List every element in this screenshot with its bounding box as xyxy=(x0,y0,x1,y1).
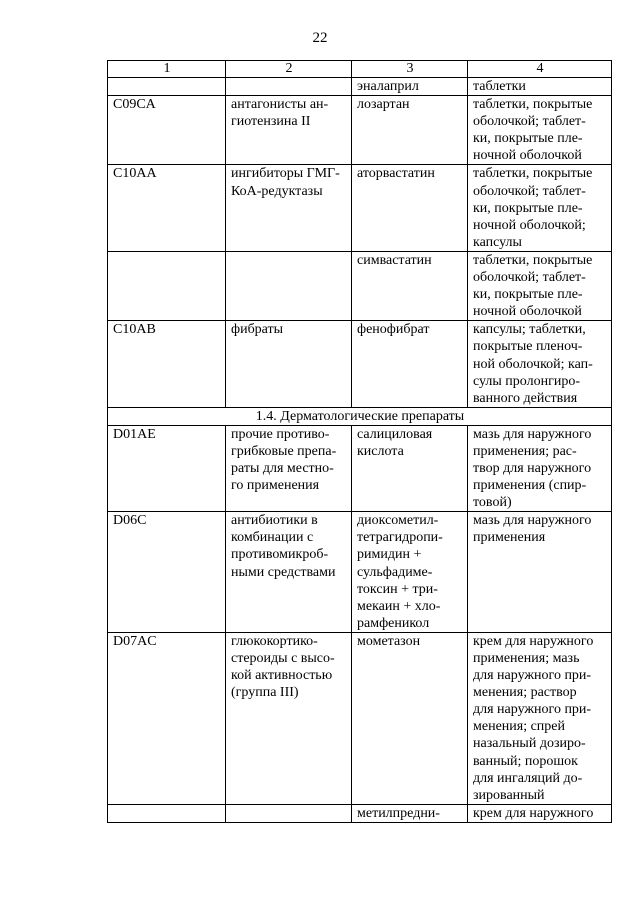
form-cell-line: зированный xyxy=(473,787,545,803)
column-header: 1 xyxy=(108,61,226,78)
section-heading: 1.4. Дерматологические препараты xyxy=(108,407,612,425)
table-row xyxy=(108,425,612,511)
drug-cell xyxy=(352,321,468,407)
table-row xyxy=(108,804,612,822)
form-cell-line: ки, покрытые пле- xyxy=(473,200,583,216)
drug-cell xyxy=(352,78,468,96)
group-cell xyxy=(226,96,352,165)
table-row xyxy=(108,512,612,633)
form-cell-line: оболочкой; таблет- xyxy=(473,270,586,286)
group-cell-line: КоА-редуктазы xyxy=(231,183,323,199)
column-header: 4 xyxy=(468,61,612,78)
group-cell-line: ингибиторы ГМГ- xyxy=(231,166,340,182)
group-cell xyxy=(226,632,352,804)
group-cell-line: кой активностью xyxy=(231,668,333,684)
group-cell-line: ными средствами xyxy=(231,564,336,580)
form-cell-line: таблетки xyxy=(473,79,526,94)
group-cell-line: го применения xyxy=(231,478,320,494)
form-cell-line: ванный; порошок xyxy=(473,753,578,769)
column-header: 2 xyxy=(226,61,352,78)
column-header: 3 xyxy=(352,61,468,78)
form-cell-line: для наружного при- xyxy=(473,668,592,684)
form-cell-line: мазь для наружного xyxy=(473,426,592,442)
atc-code-cell: D07AC xyxy=(108,632,226,804)
drug-table xyxy=(107,60,612,823)
form-cell-line: капсулы xyxy=(473,234,522,250)
drug-cell xyxy=(352,165,468,251)
form-cell-line: назальный дозиро- xyxy=(473,736,586,752)
table-header-row xyxy=(108,61,612,78)
atc-code-cell: D01AE xyxy=(108,425,226,511)
drug-cell-line: римидин + xyxy=(357,547,422,563)
drug-cell-line: мекаин + хло- xyxy=(357,598,441,614)
atc-code-cell: C09CA xyxy=(108,96,226,165)
drug-cell xyxy=(352,632,468,804)
drug-cell xyxy=(352,425,468,511)
group-cell-line: грибковые препа- xyxy=(231,443,337,459)
form-cell-line: таблетки, покрытые xyxy=(473,166,593,182)
form-cell-line: крем для наружного xyxy=(473,633,594,649)
drug-cell-line: аторвастатин xyxy=(357,166,435,182)
form-cell-line: крем для наружного xyxy=(473,805,594,821)
drug-cell-line: кислота xyxy=(357,443,404,459)
group-cell-line: фибраты xyxy=(231,322,284,338)
form-cell-line: менения; спрей xyxy=(473,719,566,735)
form-cell-line: товой) xyxy=(473,495,512,511)
form-cell-line: для наружного при- xyxy=(473,702,592,718)
form-cell-line: применения (спир- xyxy=(473,478,587,494)
form-cell-line: ной оболочкой; кап- xyxy=(473,356,593,372)
form-cell xyxy=(468,632,612,804)
group-cell-line: гиотензина II xyxy=(231,114,311,130)
form-cell-line: ки, покрытые пле- xyxy=(473,131,583,147)
form-cell-line: оболочкой; таблет- xyxy=(473,114,586,130)
group-cell-line: противомикроб- xyxy=(231,547,329,563)
atc-code-cell xyxy=(108,804,226,822)
form-cell xyxy=(468,804,612,822)
drug-cell-line: мометазон xyxy=(357,633,421,649)
form-cell-line: ночной оболочкой; xyxy=(473,217,586,233)
form-cell-line: мазь для наружного xyxy=(473,513,592,529)
group-cell-line: глюкокортико- xyxy=(231,633,318,649)
form-cell-line: ночной оболочкой xyxy=(473,148,582,164)
drug-cell xyxy=(352,96,468,165)
form-cell-line: для ингаляций до- xyxy=(473,770,583,786)
form-cell-line: применения xyxy=(473,530,546,546)
drug-cell-line: рамфеникол xyxy=(357,615,430,631)
atc-code-cell xyxy=(108,251,226,320)
form-cell-line: сулы пролонгиро- xyxy=(473,373,580,389)
group-cell-line: антагонисты ан- xyxy=(231,97,329,113)
form-cell-line: менения; раствор xyxy=(473,685,577,701)
drug-cell-line: тетрагидропи- xyxy=(357,530,443,546)
group-cell xyxy=(226,165,352,251)
form-cell xyxy=(468,321,612,407)
drug-cell-line: токсин + три- xyxy=(357,581,438,597)
drug-cell xyxy=(352,512,468,633)
form-cell-line: применения; мазь xyxy=(473,651,580,666)
atc-code-cell: C10AB xyxy=(108,321,226,407)
form-cell xyxy=(468,78,612,96)
form-cell-line: капсулы; таблетки, xyxy=(473,322,586,338)
drug-cell-line: диоксометил- xyxy=(357,513,439,529)
group-cell xyxy=(226,512,352,633)
form-cell-line: таблетки, покрытые xyxy=(473,252,593,268)
group-cell-line: стероиды с высо- xyxy=(231,651,335,666)
atc-code-cell: D06C xyxy=(108,512,226,633)
group-cell xyxy=(226,425,352,511)
group-cell-line: (группа III) xyxy=(231,685,299,701)
atc-code-cell xyxy=(108,78,226,96)
atc-code-cell: C10AA xyxy=(108,165,226,251)
form-cell-line: ночной оболочкой xyxy=(473,304,582,320)
table-row xyxy=(108,78,612,96)
section-heading-row xyxy=(108,407,612,425)
form-cell-line: оболочкой; таблет- xyxy=(473,183,586,199)
group-cell-line: раты для местно- xyxy=(231,460,334,476)
group-cell-line: комбинации с xyxy=(231,530,314,546)
form-cell-line: ки, покрытые пле- xyxy=(473,287,583,303)
table-row xyxy=(108,321,612,407)
group-cell xyxy=(226,321,352,407)
form-cell xyxy=(468,425,612,511)
form-cell-line: ванного действия xyxy=(473,390,578,406)
page-number: 22 xyxy=(312,30,328,46)
group-cell-line: антибиотики в xyxy=(231,513,318,529)
table-row xyxy=(108,632,612,804)
table-row xyxy=(108,96,612,165)
form-cell xyxy=(468,512,612,633)
form-cell-line: применения; рас- xyxy=(473,443,577,459)
group-cell xyxy=(226,78,352,96)
form-cell xyxy=(468,251,612,320)
drug-cell-line: сульфадиме- xyxy=(357,564,433,580)
drug-cell-line: метилпредни- xyxy=(357,805,440,821)
drug-cell-line: эналаприл xyxy=(357,79,419,94)
group-cell-line: прочие противо- xyxy=(231,426,330,442)
form-cell-line: таблетки, покрытые xyxy=(473,97,593,113)
drug-cell-line: фенофибрат xyxy=(357,322,430,338)
form-cell xyxy=(468,165,612,251)
group-cell xyxy=(226,804,352,822)
form-cell xyxy=(468,96,612,165)
table-row xyxy=(108,251,612,320)
table-row xyxy=(108,165,612,251)
drug-cell xyxy=(352,251,468,320)
group-cell xyxy=(226,251,352,320)
form-cell-line: покрытые пленоч- xyxy=(473,339,583,355)
form-cell-line: твор для наружного xyxy=(473,460,592,476)
drug-cell-line: салициловая xyxy=(357,426,433,442)
drug-cell-line: симвастатин xyxy=(357,252,432,268)
drug-cell xyxy=(352,804,468,822)
drug-cell-line: лозартан xyxy=(357,97,410,113)
